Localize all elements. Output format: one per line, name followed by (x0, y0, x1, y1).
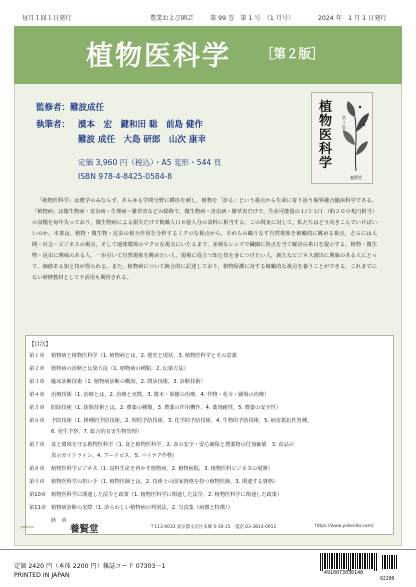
toc-text: 植物医科学に関連した法令と政策（1. 植物医科学に関連した法令，2. 植物医科学に関連した政策） (51, 492, 283, 498)
barcode-addon: 02200 (380, 577, 395, 582)
toc-chapter: 第１章 (29, 353, 45, 359)
footer-divider (0, 549, 416, 550)
issue-frequency: 毎月１回１日発行 (22, 15, 72, 22)
cover-title: 植物医科学 (319, 100, 333, 171)
toc-chapter: 第10章 (29, 492, 46, 498)
toc-text: 植物病と植物医科学（1. 植物病とは，2. 歴史と現状，3. 植物医科学とその意義 (51, 353, 237, 359)
plant-illustration-icon (340, 97, 372, 173)
journal-name: 農業および園芸 (150, 15, 194, 22)
toc-text: 6. 発生予察，7. 総合的有害生物管理） (51, 429, 143, 435)
toc-text: 植物医科学の担い手（1. 植物医師とは，2. 技術士の国家資格を持つ植物医師，3. 関連する資格） (51, 479, 279, 485)
toc-chapter: 第５章 (29, 405, 45, 411)
toc-text: 終 章 (51, 518, 67, 524)
toc-text: 植物医科学ビジネス（1. 食料生産を脅かす植物病，2. 植物病院，3. 植物医科ビジネスの展開） (51, 466, 273, 472)
cover-publisher: 養賢堂 (350, 175, 362, 180)
book-title: 植物医科学 (86, 41, 231, 72)
authors-label: 執筆者： (36, 120, 71, 130)
issue-date: 2024 年 1 月 1 日発行 (318, 15, 387, 22)
toc-item (29, 417, 312, 424)
toc-item (29, 517, 67, 524)
authors-row-2: 難波 成任 大島 研郎 山次 康幸 (78, 135, 206, 145)
toc-item (29, 441, 294, 448)
title-banner (14, 26, 402, 84)
toc-text: 治療技術（1. 治療とは，2. 治療と実際，3. 微本・果樹の治療，4. 作物・花卉・圃場の治療） (51, 392, 270, 398)
toc-item (29, 491, 282, 498)
toc-item (29, 378, 206, 385)
toc-text: 植物病の診断と伝染方法（1. 植物病の種類，2. 伝染方法） (51, 366, 189, 372)
toc-chapter: 第２章 (29, 366, 45, 372)
authors-row-1: 濱本 宏 鍵和田 聡 前島 健作 (78, 120, 203, 130)
description-text: 「植物医科学」は農学のみならず，あらゆる学問分野に横串を刺し，植物を「診る」という視点から生命に寄り添う複界融合臨床科学である。「植物病」は微生物病・害虫病・生理病・雑草害などの総称で，微生物病・害虫病・雑草害だけで，生産可能量の１/３３/１（約２００兆円相当）の食糧を毎年失っており，微生物病による損失だけで飢餓人口８億人分の食料に相当する。この現実に対して，私たちはどう向きこんでいけばいいのか。本書は，植物・微生物・昆虫の相互作用を分析するミクロな視点から，それらの織りなす自然現象を俯瞰的に眺める視点，さらには人間・社会・ビジネスの視点，そして地球環境のマクロな視点にいたるまで，多層なレンズで繊細に焦点を当て解決の糸口を提示する。植物・微生物・昆虫に興味のある人，一歩引いて自然現象を眺めたい人，現場に役立つ知と技を身につけたい人，新たなビジネス創出に興味のある人にとって，価値ある知と技が得られる。また，植物病について統合的に記述しており，植物保護に対する俯瞰的な視点を養うことができる。これまでにない研修教材として不活用も期待される。 (32, 198, 377, 281)
toc-chapter: 第３章 (29, 379, 45, 385)
toc-chapter: 第８章 (29, 466, 45, 472)
toc-item (29, 428, 142, 435)
book-cover-image (311, 92, 373, 184)
toc-item (29, 404, 281, 411)
toc-chapter: 第９章 (29, 479, 45, 485)
publisher-name: 養賢堂 (70, 524, 99, 535)
page-header (0, 0, 416, 24)
toc-item (29, 391, 269, 398)
toc-text: 防除技術（1. 防除技術とは，2. 農薬の種類，3. 農薬の作用機作，4. 薬剤耐性，5. 農薬の安全性） (51, 405, 282, 411)
toc-text: 表示ガイドライン，4. フードロス，5. バイテク作物） (51, 453, 178, 459)
volume-info: 第 99 巻 第 1 号 （1 月号） (210, 15, 295, 22)
toc-title: 【目次】 (29, 342, 52, 348)
price-info: 定価 3,960 円（税込）・A5 変形・544 頁 (78, 158, 222, 167)
toc-chapter: 第７章 (29, 442, 45, 448)
toc-text: 予防技術（1. 耕種的予防技術，2. 理的予防技術，3. 化学的予防技術，4. 生物的予防技術，5. 病害抵抗性育種， (51, 418, 313, 424)
toc-item (29, 452, 177, 459)
barcode-icon (320, 553, 400, 571)
isbn-info: ISBN 978-4-8425-0584-8 (78, 172, 173, 181)
footer-price: 定価 2420 円（本体 2200 円）雑誌コード 07303－1 (14, 563, 166, 570)
toc-text: 植物病診断の実際（1. 診らわしい植物病の判別法，2. 写真集（病徴と特徴）） (51, 505, 233, 511)
barcode-number: 4910073030148 (324, 570, 364, 576)
toc-item (29, 465, 273, 472)
cover-edition: 第２版 (342, 115, 346, 130)
toc-item (29, 504, 233, 511)
publisher-logo: yokendo (20, 525, 34, 529)
toc-text: 臨床診断技術（1. 植物病診断の概説，2. 問診技術，3. 診断技術） (51, 379, 206, 385)
toc-item (29, 365, 189, 372)
toc-text: 食と環境を守る植物医科学（1. 食と植物医科学，2. 食の安全・安心確保と農薬物の付加価値 3. 食品の (51, 442, 294, 448)
toc-chapter: 第６章 (29, 418, 45, 424)
publisher-address: 〒113-0033 東京都文京区本郷 5-30-15 電話 03-3814-0911 (150, 525, 277, 530)
toc-item (29, 478, 278, 485)
edition-label: ［第２版］ (261, 46, 324, 61)
toc-chapter: 第11章 (29, 505, 46, 511)
editor-line: 監修者：難波成任 (36, 103, 105, 113)
toc-chapter: 第４章 (29, 392, 45, 398)
toc-item (29, 352, 237, 359)
book-description (32, 196, 377, 284)
printed-in-japan: PRINTED IN JAPAN (14, 572, 70, 579)
publisher-url[interactable]: https://www.yokendo.com/ (315, 524, 374, 529)
